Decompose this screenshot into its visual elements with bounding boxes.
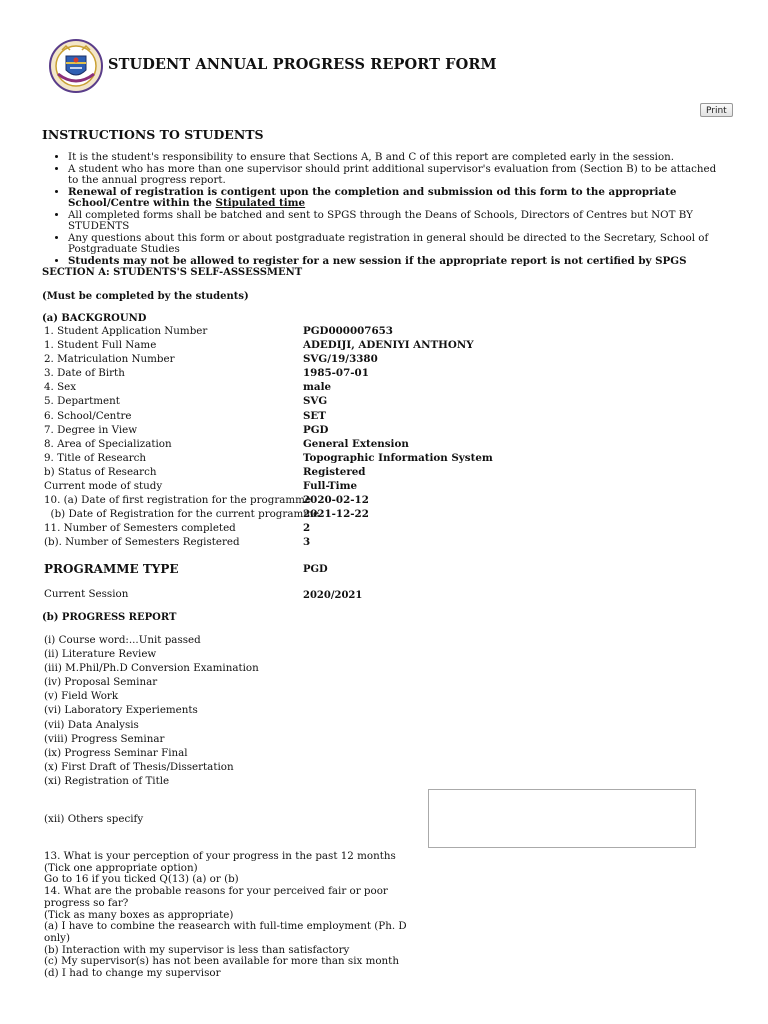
progress-report-list [44, 634, 259, 789]
question-line: Go to 16 if you ticked Q(13) (a) or (b) [44, 873, 239, 886]
question-line: (d) I had to change my supervisor [44, 967, 221, 980]
background-heading: (a) BACKGROUND [42, 313, 147, 324]
instruction-item-renewal [68, 187, 728, 210]
background-value: SVG [303, 395, 328, 408]
background-value: 2020-02-12 [303, 494, 369, 507]
question-line: 13. What is your perception of your progress in the past 12 months (Tick one appropriate option) [44, 850, 396, 874]
progress-item: (v) Field Work [44, 690, 119, 703]
background-value: 1985-07-01 [303, 367, 369, 380]
background-label: b) Status of Research [44, 465, 157, 478]
background-label: 2. Matriculation Number [44, 353, 175, 366]
background-value: PGD [303, 423, 329, 436]
current-session-label: Current Session [44, 588, 129, 600]
background-value: SVG/19/3380 [303, 353, 378, 366]
question-line: (b) Interaction with my supervisor is less than satisfactory [44, 943, 350, 956]
background-value: Full-Time [303, 480, 358, 493]
question-line: (c) My supervisor(s) has not been available for more than six month [44, 955, 399, 968]
background-label: 5. Department [44, 395, 120, 408]
background-label: (b) Date of Registration for the current programme [44, 508, 320, 521]
background-value: male [303, 381, 332, 394]
section-a-subtitle: (Must be completed by the students) [42, 291, 249, 302]
background-label: 3. Date of Birth [44, 367, 125, 380]
background-label: 8. Area of Specialization [44, 437, 172, 450]
question-line: (Tick as many boxes as appropriate) [44, 908, 234, 921]
section-a-title: SECTION A: STUDENTS'S SELF-ASSESSMENT [42, 267, 303, 278]
progress-item: (vii) Data Analysis [44, 718, 139, 731]
background-label: 11. Number of Semesters completed [44, 522, 236, 535]
background-label: 4. Sex [44, 381, 77, 394]
progress-item: (x) First Draft of Thesis/Dissertation [44, 760, 234, 773]
instruction-item: • Students may not be allowed to register for a new session if the appropriate report is not certified by SPGS [68, 256, 728, 268]
background-value: Topographic Information System [303, 451, 493, 464]
instructions-list [54, 152, 728, 267]
background-label: 6. School/Centre [44, 409, 132, 422]
background-value: 2 [303, 522, 311, 535]
background-value: 3 [303, 536, 311, 549]
progress-report-heading: (b) PROGRESS REPORT [42, 612, 177, 623]
background-label: (b). Number of Semesters Registered [44, 536, 240, 549]
print-button[interactable]: Print [700, 103, 733, 117]
programme-type-label: PROGRAMME TYPE [44, 562, 179, 576]
questions-block [44, 851, 424, 980]
background-label: Current mode of study [44, 480, 163, 493]
background-value: General Extension [303, 437, 409, 450]
current-session-value: 2020/2021 [303, 590, 363, 601]
progress-item: (i) Course word:...Unit passed [44, 634, 201, 646]
background-label: 9. Title of Research [44, 451, 147, 464]
instruction-item: • A student who has more than one supervisor should print additional supervisor's evaluation from (Section B) to be attached to the annual progress report. [68, 164, 728, 187]
background-value: 2021-12-22 [303, 508, 369, 521]
progress-item: (iv) Proposal Seminar [44, 676, 158, 689]
background-value: SET [303, 409, 326, 422]
instruction-renewal-text: Renewal of registration is contigent upon the completion and submission od this form to the appropriate School/Centre within the [68, 185, 677, 209]
instruction-item: • Any questions about this form or about postgraduate registration in general should be directed to the Secretary, School of Postgraduate Studies [68, 233, 728, 256]
programme-type-value: PGD [303, 564, 328, 575]
progress-item: (xi) Registration of Title [44, 774, 170, 787]
progress-item: (ii) Literature Review [44, 648, 157, 661]
page-title: STUDENT ANNUAL PROGRESS REPORT FORM [108, 56, 497, 73]
question-line: (a) I have to combine the reasearch with full-time employment (Ph. D only) [44, 920, 407, 944]
question-line: 14. What are the probable reasons for your perceived fair or poor progress so far? [44, 885, 388, 909]
university-crest-icon [48, 38, 104, 94]
instructions-heading: INSTRUCTIONS TO STUDENTS [42, 127, 264, 142]
others-specify-textarea[interactable] [428, 789, 696, 848]
background-label: 1. Student Application Number [44, 325, 208, 337]
progress-item: (viii) Progress Seminar [44, 732, 165, 745]
progress-item: (ix) Progress Seminar Final [44, 746, 188, 759]
background-label: 1. Student Full Name [44, 339, 157, 352]
progress-item: (vi) Laboratory Experiements [44, 704, 198, 717]
instruction-item: • All completed forms shall be batched and sent to SPGS through the Deans of Schools, Directors of Centres but NOT BY STUDENTS [68, 210, 728, 233]
others-specify-label: (xii) Others specify [44, 813, 144, 825]
background-label: 7. Degree in View [44, 423, 138, 436]
page-header [48, 38, 748, 94]
background-value: ADEDIJI, ADENIYI ANTHONY [303, 339, 474, 352]
instruction-item: • It is the student's responsibility to ensure that Sections A, B and C of this report are completed early in the session. [68, 152, 728, 164]
background-label: 10. (a) Date of first registration for the programme [44, 494, 312, 507]
stipulated-time-text: Stipulated time [215, 197, 306, 209]
background-value: Registered [303, 465, 366, 478]
background-value: PGD000007653 [303, 325, 393, 337]
progress-item: (iii) M.Phil/Ph.D Conversion Examination [44, 662, 259, 675]
